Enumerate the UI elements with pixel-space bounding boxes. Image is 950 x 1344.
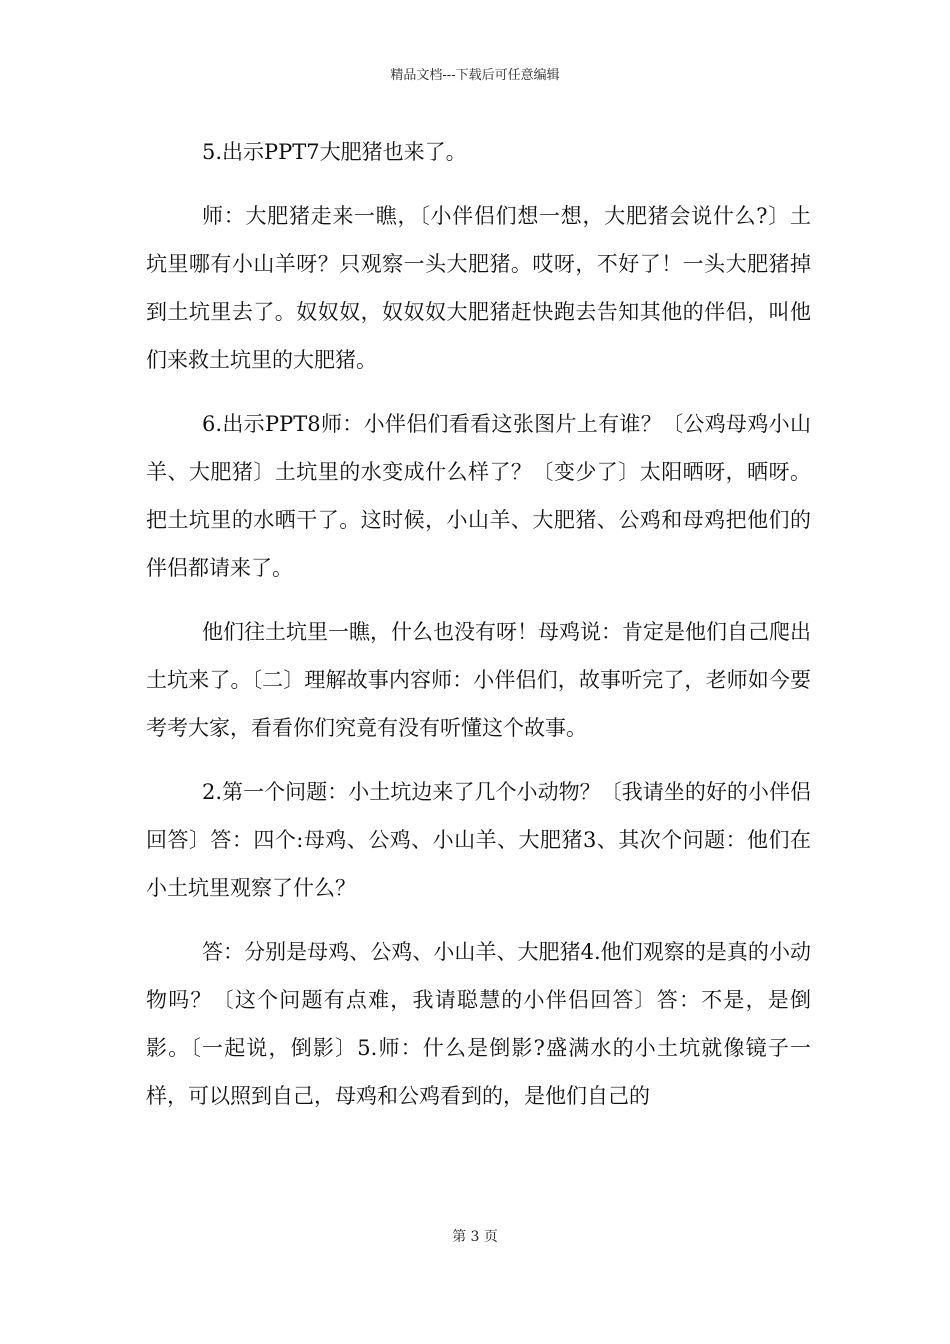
paragraph: 他们往土坑里一瞧，什么也没有呀！母鸡说：肯定是他们自己爬出土坑来了。〔二〕理解故事内容师：小伴侣们，故事听完了，老师如今要考考大家，看看你们究竟有没有听懂这个故事。 <box>146 620 811 740</box>
paragraph: 师：大肥猪走来一瞧，〔小伴侣们想一想，大肥猪会说什么?〕土坑里哪有小山羊呀？只观察一头大肥猪。哎呀，不好了！一头大肥猪掉到土坑里去了。奴奴奴，奴奴奴大肥猪赶快跑去告知其他的伴侣，叫他们来救土坑里的大肥猪。 <box>146 204 811 372</box>
page-number: 第 3 页 <box>452 1229 498 1245</box>
document-body <box>146 128 811 1120</box>
paragraph: 6.出示PPT8师：小伴侣们看看这张图片上有谁？〔公鸡母鸡小山羊、大肥猪〕土坑里的水变成什么样了？〔变少了〕太阳晒呀，晒呀。把土坑里的水晒干了。这时候，小山羊、大肥猪、公鸡和母鸡把他们的伴侣都请来了。 <box>146 412 811 580</box>
paragraph: 5.出示PPT7大肥猪也来了。 <box>202 140 467 164</box>
page-header: 精品文档---下载后可任意编辑 <box>390 68 560 83</box>
paragraph: 答：分别是母鸡、公鸡、小山羊、大肥猪4.他们观察的是真的小动物吗？〔这个问题有点难，我请聪慧的小伴侣回答〕答：不是，是倒影。〔一起说，倒影〕5.师：什么是倒影?盛满水的小土坑就像镜子一样，可以照到自己，母鸡和公鸡看到的，是他们自己的 <box>146 940 811 1108</box>
paragraph: 2.第一个问题：小土坑边来了几个小动物？〔我请坐的好的小伴侣回答〕答：四个:母鸡、公鸡、小山羊、大肥猪3、其次个问题：他们在小土坑里观察了什么？ <box>146 780 811 900</box>
